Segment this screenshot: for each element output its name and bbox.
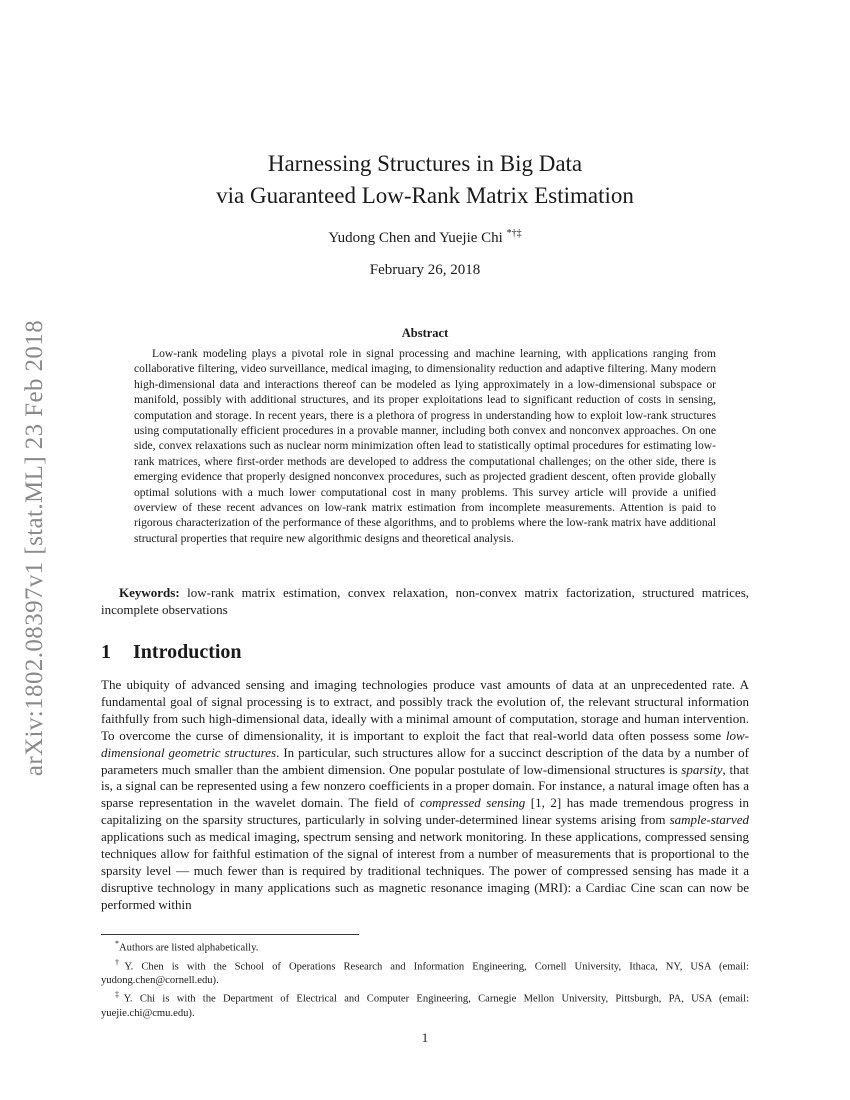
page-number: 1 — [421, 1030, 429, 1045]
footnote-2-text: Y. Chen is with the School of Operations Research and Information Engineering, Cornell University, Ithaca, NY, USA (email: yudong.chen@cornell.edu). — [101, 961, 750, 987]
footnote-rule — [101, 934, 359, 935]
keywords — [101, 584, 749, 618]
footnote-1 — [101, 937, 749, 956]
abstract-body: Low-rank modeling plays a pivotal role in signal processing and machine learning, with applications ranging from collaborative filtering, video surveillance, medical imaging, to dimensionality reduction and adaptive filtering. Many modern high-dimensional data and interactions thereof can be modeled as lying approximately in a low-dimensional subspace or manifold, possibly with additional structures, and its proper exploitations lead to significant reduction of costs in sensing, computation and storage. In recent years, there is a plethora of progress in understanding how to exploit low-rank structures using computationally efficient procedures in a provable manner, including both convex and nonconvex approaches. On one side, convex relaxations such as nuclear norm minimization often lead to statistically optimal procedures for estimating low-rank matrices, where first-order methods are developed to address the computational challenges; on the other side, there is emerging evidence that properly designed nonconvex procedures, such as projected gradient descent, often provide globally optimal solutions with a much lower computational cost in many problems. This survey article will provide a unified overview of these recent advances on low-rank matrix estimation from incomplete measurements. Attention is paid to rigorous characterization of the performance of these algorithms, and to problems where the low-rank matrix have additional structural properties that require new algorithmic designs and theoretical analysis. — [134, 347, 716, 545]
footnotes — [101, 937, 749, 1021]
intro-emphasis-2: sparsity — [681, 761, 723, 777]
paper-date: February 26, 2018 — [369, 262, 481, 278]
intro-text-5: applications such as medical imaging, spectrum sensing and network monitoring. In these applications, compressed sensing techniques allow for faithful estimation of the signal of interest from a number of measurements that is proportional to the sparsity level — much fewer than is required by traditional techniques. The power of compressed sensing has made it a disruptive technology in many applications such as magnetic resonance imaging (MRI): a Cardiac Cine scan can now be performed within — [101, 829, 749, 912]
intro-text-2: . In particular, such structures allow for a succinct description of the data by a number of parameters much smaller than the ambient dimension. One popular postulate of low-dimensional structures is — [101, 744, 749, 777]
section-heading — [101, 641, 749, 664]
intro-text-1: The ubiquity of advanced sensing and imaging technologies produce vast amounts of data at an unprecedented rate. A fundamental goal of signal processing is to extract, and possibly track the evolution of, the relevant structural information faithfully from such high-dimensional data, ideally with a minimal amount of computation, storage and human intervention. To overcome the curse of dimensionality, it is important to exploit the fact that real-world data often possess some — [101, 677, 749, 743]
section-title: Introduction — [133, 641, 242, 663]
title-line-1: Harnessing Structures in Big Data — [267, 151, 583, 176]
footnote-3-text: Y. Chi is with the Department of Electrical and Computer Engineering, Carnegie Mellon University, Pittsburgh, PA, USA (email: yuejie.chi@cmu.edu). — [101, 993, 750, 1019]
intro-emphasis-4: sample-starved — [669, 812, 749, 828]
abstract-heading: Abstract — [401, 326, 449, 340]
keywords-label: Keywords: — [119, 585, 180, 600]
footnote-3 — [101, 988, 749, 1021]
intro-emphasis-3: compressed sensing — [419, 795, 526, 811]
footnote-3-mark: ‡ — [115, 990, 124, 1000]
footnote-1-text: Authors are listed alphabetically. — [119, 942, 259, 954]
paper-title — [0, 148, 850, 212]
intro-paragraph — [101, 677, 749, 914]
author-names: Yudong Chen and Yuejie Chi — [328, 230, 503, 246]
intro-text-4: [1, 2] has made tremendous progress in capitalizing on the sparsity structures, particularly in solving under-determined linear systems arising from — [101, 795, 749, 828]
intro-emphasis-1: low-dimensional geometric structures — [101, 727, 749, 760]
section-number: 1 — [101, 641, 111, 663]
intro-text-3: , that is, a signal can be represented using a few nonzero coefficients in a proper domain. For instance, a natural image often has a sparse representation in the wavelet domain. The field of — [101, 761, 749, 811]
footnote-1-mark: * — [115, 939, 119, 948]
footnote-2-mark: † — [115, 957, 125, 967]
author-marks: *†‡ — [506, 228, 522, 239]
title-line-2: via Guaranteed Low-Rank Matrix Estimation — [216, 183, 634, 208]
arxiv-stamp: arXiv:1802.08397v1 [stat.ML] 23 Feb 2018 — [21, 319, 48, 777]
footnote-2 — [101, 956, 749, 989]
keywords-text: low-rank matrix estimation, convex relaxation, non-convex matrix factorization, structured matrices, incomplete observations — [101, 585, 749, 617]
author-list — [0, 228, 850, 247]
